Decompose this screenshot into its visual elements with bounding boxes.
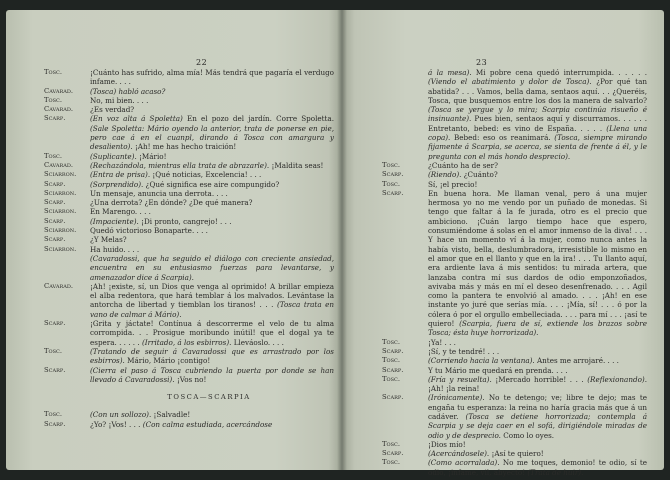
stage-direction: (Viendo el abatimiento y dolor de Tosca). — [428, 77, 597, 87]
speech-text — [90, 161, 334, 170]
speech-text — [428, 356, 647, 365]
dialogue-line — [382, 68, 647, 161]
right-page — [342, 10, 664, 477]
spoken-text: ¿Cuánto ha de ser? — [428, 160, 498, 170]
spoken-text: ¡Salvadle! — [153, 410, 191, 420]
spoken-text: ¿Por qué tan abatida? . . . Vamos, bella dama, sentaos aquí. . . ¿Queréis, Tosca, que busquemos entre los dos la manera de salvarlo? — [428, 77, 647, 105]
left-page — [6, 10, 342, 470]
dialogue-line — [44, 189, 334, 198]
dialogue-line — [44, 198, 334, 207]
spoken-text: Y tu Mário me quedará en prenda. . . . — [428, 365, 568, 375]
dialogue-line — [382, 161, 647, 170]
stage-direction: (Suplicante). — [90, 151, 140, 161]
dialogue-line — [44, 114, 334, 151]
speaker-name: Cavarad. — [44, 281, 73, 290]
speaker-name: Cavarad. — [44, 160, 73, 169]
speech-text — [90, 189, 334, 198]
stage-direction: (Sorprendido). — [90, 179, 146, 189]
stage-direction: (Tosca) habló acaso? — [90, 86, 166, 96]
dialogue-line — [382, 189, 647, 338]
spoken-text: Pues bien, sentaos aquí y discurramos. . . . . . Entretanto, bebed: es vino de España. . . . . — [428, 114, 647, 133]
dialogue-line — [382, 458, 647, 477]
spoken-text: Sí, ¡el precio! — [428, 179, 478, 189]
speech-text — [90, 235, 334, 244]
right-page-text — [382, 68, 647, 477]
speaker-name: Scarp. — [382, 365, 404, 374]
speaker-name: Tosc. — [382, 374, 401, 383]
book-gutter — [337, 10, 347, 470]
speech-text — [90, 366, 334, 385]
stage-direction: (Con calma estudiada, acercándose — [142, 419, 273, 429]
speaker-name: Tosc. — [382, 160, 401, 169]
stage-direction: (Corriendo hacia la ventana). — [428, 356, 537, 366]
spoken-text: ¡Ah! me has hecho traición! — [134, 142, 237, 152]
speech-text — [90, 180, 334, 189]
spoken-text: Como lo oyes. — [503, 430, 555, 440]
spoken-text: Antes me arrojaré. . . . — [536, 356, 619, 366]
speaker-name: Tosc. — [382, 356, 401, 365]
speech-text — [90, 217, 334, 226]
speaker-name: Tosc. — [382, 458, 401, 467]
dialogue-line — [382, 180, 647, 189]
stage-direction: (Tosca se detiene horrorizada; contempla á Scarpia y se deja caer en el sofá, dirigiéndole miradas de odio y de desprecio. — [428, 411, 647, 440]
stage-direction: (Scarpia, fuera de sí, extiende los brazos sobre Tosca; ésta huye horrorizada). — [428, 319, 647, 338]
dialogue-line — [382, 440, 647, 449]
stage-direction: (Irónicamente). — [428, 393, 489, 403]
speech-text — [90, 226, 334, 235]
spoken-text: ¡Mercado horrible! . . . — [495, 374, 588, 384]
speaker-name: Tosc. — [44, 346, 63, 355]
spoken-text: ¡Ya! . . . — [428, 337, 456, 347]
speech-text — [428, 440, 647, 449]
spoken-text: ¡Cuánto has sufrido, alma mía! Más tendrá que pagaría el verdugo infame. . . . — [90, 68, 334, 87]
dialogue-line — [44, 226, 334, 235]
dialogue-line — [44, 180, 334, 189]
dialogue-line — [44, 170, 334, 179]
speaker-name: Tosc. — [44, 151, 63, 160]
speech-text — [90, 68, 334, 87]
spoken-text: ¿Una derrota? ¿En dónde? ¿De qué manera? — [90, 198, 253, 208]
stage-direction: (Entra de prisa). — [90, 170, 153, 180]
dialogue-line — [382, 347, 647, 356]
spoken-text: ¿Yo? ¡Vos! . . . — [90, 419, 143, 429]
speech-text — [90, 254, 334, 282]
spoken-text: Lleváoslo. . . . — [233, 337, 284, 347]
dialogue-line — [44, 282, 334, 319]
dialogue-line — [44, 410, 334, 419]
scene-heading: TOSCA—SCARPIA — [167, 393, 251, 402]
speech-text — [90, 282, 334, 319]
page-number: 23 — [476, 58, 488, 67]
stage-direction: (Acercándosele). — [428, 449, 492, 459]
stage-direction: (Tosca trata en vano de calmar á Mário). — [90, 300, 335, 319]
stage-direction: (Tosca se yergue y lo mira; Scarpia continúa risueño é insinuante). — [428, 105, 647, 124]
spoken-text: ¡Maldita seas! — [271, 160, 324, 170]
speech-text — [90, 170, 334, 179]
speech-text — [428, 68, 647, 161]
stage-direction: (Reflexionando). — [587, 374, 647, 384]
stage-direction: (Cierra el paso á Tosca cubriendo la puerta por donde se han llevado á Cavaradossi). — [90, 365, 334, 384]
stage-direction: (Llena una copa). — [428, 123, 648, 143]
spoken-text: ¿Qué significa ese aire compungido? — [145, 179, 280, 189]
dialogue-line — [44, 347, 334, 366]
spoken-text: ¡Grita y jáctate! Contínua á descorrerme el velo de tu alma corrompida. . . Prosigue moribundo inútil! que el dogal ya te espera. . . . . . — [90, 319, 334, 347]
speaker-name: Scarp. — [44, 216, 66, 225]
stage-direction: (Tosca, siempre mirando fijamente á Scarpia, se acerca, se sienta de frente á él, y le pregunta con el más hondo desprecio). — [428, 133, 647, 161]
dialogue-line — [44, 96, 334, 105]
spoken-text: En Marengo. . . . — [90, 207, 151, 217]
speech-text — [428, 366, 647, 375]
dialogue-line — [382, 375, 647, 394]
speech-text — [90, 207, 334, 216]
spoken-text: ¡Ah! ¡existe, sí, un Dios que venga al oprimido! A brillar empieza el alba redentora, que hará temblar á los malvados. Levántase la antorcha de libertad y tiemblan los tiranos! . . . — [90, 281, 334, 310]
speech-text — [428, 338, 647, 347]
speaker-name: Scarp. — [44, 319, 66, 328]
speaker-name: Sciarron. — [44, 188, 77, 197]
spoken-text: ¡Di pronto, cangrejo! . . . — [141, 216, 232, 226]
spoken-text: En buena hora. Me llaman venal, pero á una mujer hermosa yo no me vendo por un puñado de monedas. Si tengo que faltar á la fe jurada, otro es el precio que ambiciono. ¡Cuán largo tiempo hace que espero, consumiéndome á solas en el amor inmenso de la diva! . . . Y hace un momento ví á la mujer, como nunca antes la había visto, bella, deslumbradora, irresistible lo mismo en el amor que en el llanto y que en la ira! . . . Tu llanto aquí, era ardiente lava á mis sentidos: tu mirada artera, que lanzaba contra mí sus dardos de odio emponzoñados, avivaba más y más en mí el deseo desenfrenado. . . . Agil como la pantera te envolvió al amado. . . . ¡Ah! en ese instante yo juré que serías mía. . . . ¡Mía, sí! . . . ó por la cólera ó por el orgullo embelleciada. . . . para mí . . . ¡así te quiero! — [428, 188, 647, 329]
speaker-name: Scarp. — [44, 365, 66, 374]
stage-direction: (Con un sollozo). — [90, 410, 154, 420]
dialogue-line — [382, 338, 647, 347]
speaker-name: Scarp. — [382, 346, 404, 355]
dialogue-line — [44, 68, 334, 87]
dialogue-line — [44, 420, 334, 429]
spoken-text: ¿Es verdad? — [90, 105, 135, 115]
speech-text — [428, 458, 647, 477]
dialogue-line — [44, 217, 334, 226]
spoken-text: ¿Cuánto? — [463, 170, 498, 180]
dialogue-line — [44, 319, 334, 347]
stage-direction: (Sale Spoletta: Mário oyendo la anterior, trata de ponerse en pie, pero cae á en el cuanpl, dirando á Tosca con amargura y desaliento). — [90, 123, 334, 152]
speaker-name: Sciarron. — [44, 170, 77, 179]
speaker-name: Scarp. — [382, 393, 404, 402]
spoken-text: No te detengo; ve; libre te dejo; mas te engaña tu esperanza: la reina no haría gracia más que á un cadáver. — [428, 393, 648, 421]
speech-text — [428, 161, 647, 170]
spoken-text: No me toques, demonio! te odio, sí te odio, ¡infame, vil, abyecto! — [428, 458, 647, 477]
speech-text — [90, 105, 334, 114]
spoken-text: ¡Sí, y te tendré! . . . — [428, 346, 500, 356]
stage-direction: (Cavaradossi, que ha seguido el diálogo con creciente ansiedad, encuentra en su entusiasmo fuerzas para levantarse, y amenazador dice á Scarpia). — [90, 253, 334, 282]
speaker-name: Sciarron. — [44, 207, 77, 216]
dialogue-line — [44, 105, 334, 114]
dialogue-line — [382, 356, 647, 365]
speaker-name: Scarp. — [44, 179, 66, 188]
stage-direction: (Fría y resuelta). — [428, 374, 496, 384]
dialogue-line — [382, 170, 647, 179]
stage-direction: (Rechazándola, mientras ella trata de abrazarle). — [90, 160, 272, 170]
left-page-text — [44, 68, 334, 429]
speech-text — [90, 410, 334, 419]
dialogue-line — [44, 235, 334, 244]
dialogue-line — [44, 152, 334, 161]
speech-text — [90, 245, 334, 254]
spoken-text: Bebed: eso os reanimará. — [453, 133, 555, 143]
speech-text — [90, 347, 334, 366]
stage-direction: á la mesa). — [428, 68, 476, 77]
speaker-name: Scarp. — [382, 449, 404, 458]
speech-text — [428, 180, 647, 189]
speaker-name: Sciarron. — [44, 226, 77, 235]
spoken-text: ¡Dios mío! — [428, 439, 466, 449]
dialogue-line — [44, 161, 334, 170]
speaker-name: Tosc. — [44, 410, 63, 419]
stage-direction: (Irritado, á los esbirros). — [141, 337, 234, 347]
speaker-name: Sciarron. — [44, 244, 77, 253]
dialogue-line — [382, 449, 647, 458]
speech-text — [90, 420, 334, 429]
dialogue-line — [382, 393, 647, 439]
speech-text — [428, 393, 647, 439]
speaker-name: Scarp. — [44, 114, 66, 123]
spoken-text: ¡Ah! ¡la reina! — [428, 384, 480, 394]
speech-text — [428, 170, 647, 179]
speech-text — [90, 198, 334, 207]
speech-text — [428, 347, 647, 356]
speaker-name: Tosc. — [44, 68, 63, 76]
spoken-text: Ha huido. . . . — [90, 244, 140, 254]
stage-direction: (Trata de huir). — [527, 467, 584, 477]
dialogue-line — [44, 87, 334, 96]
spoken-text: ¡Mário! — [139, 151, 167, 161]
spoken-text: ¿Y Melas? — [90, 235, 127, 245]
dialogue-line — [382, 366, 647, 375]
speech-text — [90, 319, 334, 347]
spoken-text: No, mi bien. . . . — [90, 95, 149, 105]
spoken-text: Mi pobre cena quedó interrumpida. . . . . . — [475, 68, 647, 77]
stage-direction: (Como acorralada). — [428, 458, 503, 468]
speech-text — [90, 87, 334, 96]
speaker-name: Cavarad. — [44, 105, 73, 114]
stage-direction: (Riendo). — [428, 170, 464, 180]
speaker-name: Tosc. — [44, 95, 63, 104]
spoken-text: ¡Así te quiero! — [491, 449, 544, 459]
speaker-name: Cavarad. — [44, 86, 73, 95]
speech-text — [428, 375, 647, 394]
speaker-name: Tosc. — [382, 439, 401, 448]
speech-text — [428, 189, 647, 338]
speaker-name: Scarp. — [382, 188, 404, 197]
speech-text — [90, 114, 334, 151]
dialogue-line — [44, 366, 334, 385]
spoken-text: En el pozo del jardín. Corre Spoletta. — [186, 114, 334, 124]
spoken-text: ¡Qué noticias, Excelencia! . . . — [152, 170, 262, 180]
stage-direction: (En voz alta á Spoletta) — [90, 114, 187, 124]
stage-direction: (Tratando de seguir á Cavaradossi que es arrastrado por los esbirros). — [90, 346, 334, 366]
speech-text — [428, 449, 647, 458]
dialogue-line — [44, 245, 334, 254]
speaker-name: Tosc. — [382, 337, 401, 346]
speaker-name: Scarp. — [44, 198, 66, 207]
speech-text — [90, 96, 334, 105]
spoken-text: Un mensaje, anuncia una derrota. . . . — [90, 188, 228, 198]
speaker-name: Scarp. — [44, 419, 66, 428]
spoken-text: ¡Vos no! — [176, 374, 207, 384]
page-number: 22 — [196, 58, 208, 67]
dialogue-line — [44, 207, 334, 216]
speaker-name: Tosc. — [382, 179, 401, 188]
speech-text — [90, 152, 334, 161]
dialogue-line — [44, 254, 334, 282]
stage-direction: (Impaciente). — [90, 216, 142, 226]
spoken-text: Quedó victorioso Bonaparte. . . . — [90, 226, 208, 236]
speaker-name: Scarp. — [44, 235, 66, 244]
speaker-name: Scarp. — [382, 170, 404, 179]
spoken-text: Mário, Mário ¡contigo! — [127, 356, 211, 366]
